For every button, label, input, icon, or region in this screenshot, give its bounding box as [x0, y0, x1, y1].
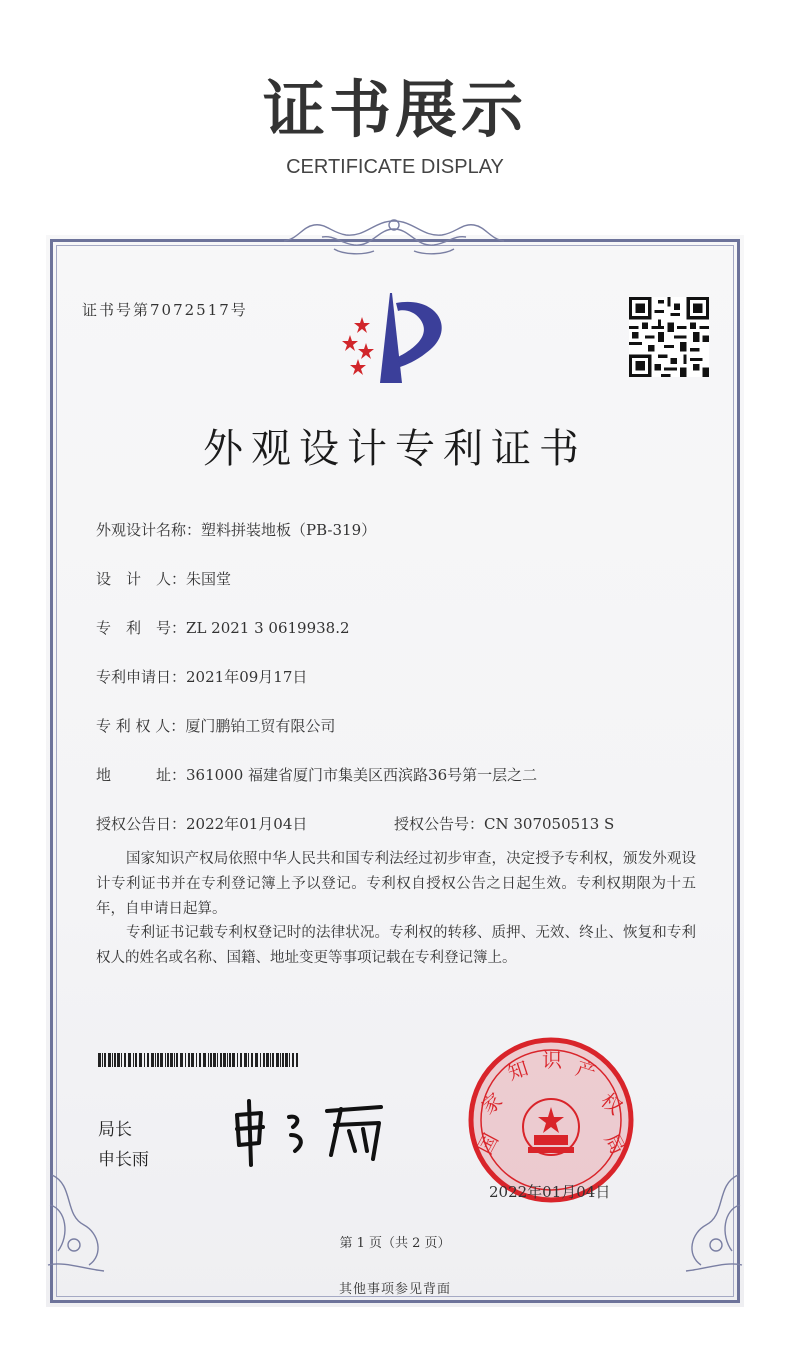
field-value: 厦门鹏铂工贸有限公司 — [185, 717, 336, 735]
signer-name: 申长雨 — [98, 1150, 149, 1170]
field-label: 地 址： — [96, 766, 187, 784]
svg-text:识: 识 — [542, 1048, 562, 1072]
field-label: 外观设计名称： — [96, 521, 202, 539]
field-label: 专利申请日： — [96, 668, 187, 686]
field-grant-date — [96, 813, 307, 834]
field-value: 2021年09月17日 — [186, 668, 308, 686]
seal-date: 2022年01月04日 — [489, 1183, 611, 1201]
field-designer — [96, 568, 231, 589]
page-info: 第 1 页（共 2 页） — [339, 1236, 451, 1251]
field-value: 朱国堂 — [186, 570, 232, 588]
field-value: CN 307050513 S — [484, 815, 615, 833]
top-ornament-icon — [274, 215, 514, 259]
field-label: 设 计 人： — [96, 570, 187, 588]
field-label: 专 利 号： — [96, 619, 187, 637]
field-value: 2022年01月04日 — [186, 815, 308, 833]
field-patentee — [96, 715, 335, 736]
certificate-paragraph-1: 国家知识产权局依照中华人民共和国专利法经过初步审查，决定授予专利权，颁发外观设计专利证书并在专利登记簿上予以登记。专利权自授权公告之日起生效。专利权期限为十五年，自申请日起算。 — [96, 851, 696, 917]
field-label: 授权公告号： — [394, 815, 485, 833]
field-label: 授权公告日： — [96, 815, 187, 833]
patent-office-logo-icon — [328, 291, 458, 391]
official-seal-icon — [466, 1035, 636, 1205]
svg-text:家: 家 — [476, 1088, 507, 1120]
svg-text:权: 权 — [596, 1088, 627, 1120]
footer-note: 其他事项参见背面 — [338, 1282, 451, 1297]
header-subtitle: CERTIFICATE DISPLAY — [286, 156, 504, 178]
svg-text:产: 产 — [572, 1055, 600, 1085]
qr-code-icon — [629, 297, 709, 377]
certificate-number: 证书号第7072517号 — [82, 301, 248, 319]
field-design-name — [96, 519, 376, 540]
svg-text:国: 国 — [472, 1129, 504, 1159]
field-patent-number — [96, 617, 350, 638]
field-address — [96, 764, 537, 785]
header-title: 证书展示 — [262, 73, 527, 146]
field-application-date — [96, 666, 307, 687]
bottom-right-ornament-icon — [676, 1165, 746, 1275]
certificate-title: 外观设计专利证书 — [203, 426, 587, 472]
svg-text:局: 局 — [599, 1129, 631, 1159]
field-grant-number — [394, 813, 614, 834]
field-value: 361000 福建省厦门市集美区西滨路36号第一层之二 — [186, 766, 538, 784]
bottom-left-ornament-icon — [44, 1165, 114, 1275]
handwritten-signature-icon — [231, 1095, 401, 1175]
field-value: 塑料拼装地板（PB-319） — [201, 521, 377, 539]
field-label: 专 利 权 人： — [96, 717, 186, 735]
barcode-icon — [98, 1053, 298, 1067]
field-value: ZL 2021 3 0619938.2 — [186, 619, 350, 637]
signer-title: 局长 — [98, 1120, 132, 1140]
certificate-paragraph-2: 专利证书记载专利权登记时的法律状况。专利权的转移、质押、无效、终止、恢复和专利权人的姓名或名称、国籍、地址变更等事项记载在专利登记簿上。 — [96, 925, 696, 966]
certificate — [46, 235, 744, 1307]
svg-text:知: 知 — [504, 1055, 532, 1085]
